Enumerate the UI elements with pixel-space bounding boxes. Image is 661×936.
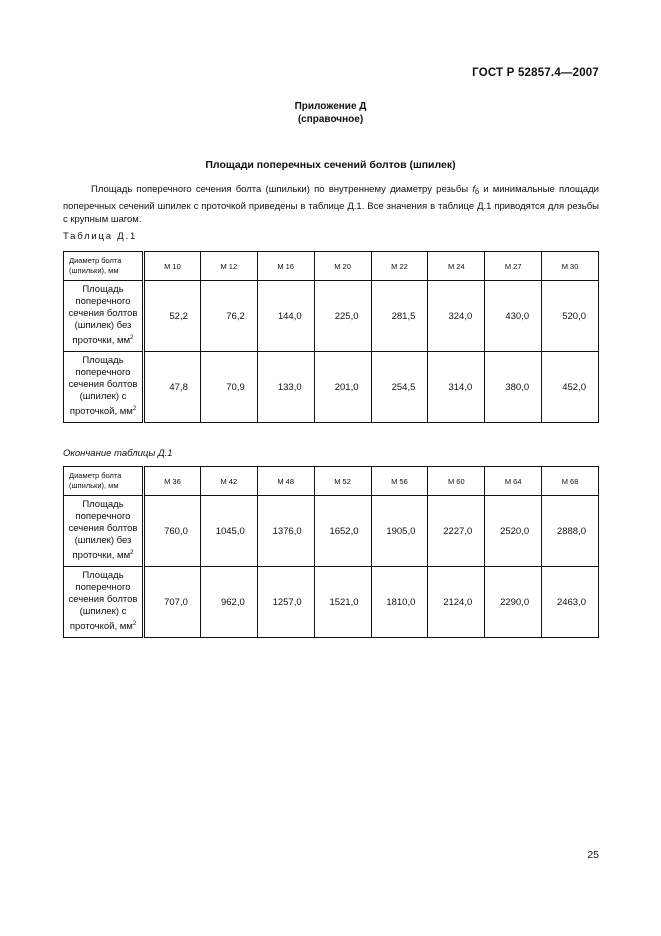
intro-text-part1: Площадь поперечного сечения болта (шпильки) по внутреннему диаметру резьбы [91, 184, 473, 195]
table-row [64, 352, 599, 423]
unit-superscript: 2 [132, 406, 137, 413]
table-cell: 2124,0 [428, 567, 485, 638]
table-cell: 254,5 [371, 352, 428, 423]
section-heading: Площади поперечных сечений болтов (шпилек) [205, 159, 456, 171]
table1-diameter: М 27 [485, 252, 542, 281]
table1-row-label [64, 281, 144, 352]
table-row [64, 496, 599, 567]
intro-symbol: f [472, 184, 475, 195]
table2 [63, 466, 599, 638]
table-cell: 324,0 [428, 281, 485, 352]
table1-diameter: М 22 [371, 252, 428, 281]
unit-superscript: 2 [132, 621, 137, 628]
table-cell: 520,0 [542, 281, 599, 352]
intro-subscript: б [474, 189, 479, 196]
table-cell: 70,9 [200, 352, 257, 423]
table-cell: 47,8 [144, 352, 201, 423]
intro-text-part2: и минимальные площади поперечных сечений шпилек с проточкой приведены в таблице Д.1. Все значения в таблице Д.1 приводятся для резьбы с крупным шагом. [63, 184, 599, 225]
table1-diameter: М 24 [428, 252, 485, 281]
table-cell: 2463,0 [542, 567, 599, 638]
table2-row-label [64, 567, 144, 638]
table-cell: 281,5 [371, 281, 428, 352]
table1-header-row [64, 252, 599, 281]
table-cell: 1810,0 [371, 567, 428, 638]
table-cell: 1045,0 [200, 496, 257, 567]
row-label-text: Площадь поперечного сечения болтов (шпилек) с проточкой, мм [68, 355, 138, 418]
table-cell: 225,0 [314, 281, 371, 352]
unit-superscript: 2 [130, 335, 134, 342]
table2-diameter: М 52 [314, 467, 371, 496]
table1-diameter: М 30 [542, 252, 599, 281]
table1-row-label [64, 352, 144, 423]
unit-superscript: 2 [130, 550, 134, 557]
table1-diameter: М 12 [200, 252, 257, 281]
table-row [64, 281, 599, 352]
table-cell: 2290,0 [485, 567, 542, 638]
appendix-note: (справочное) [297, 114, 364, 125]
table1-caption: Таблица Д.1 [63, 231, 138, 242]
table-cell: 1521,0 [314, 567, 371, 638]
table-cell: 760,0 [144, 496, 201, 567]
table2-row-label [64, 496, 144, 567]
table-cell: 1257,0 [257, 567, 314, 638]
row-label-text: Площадь поперечного сечения болтов (шпилек) без проточки, мм [68, 284, 138, 347]
table1 [63, 251, 599, 423]
table-cell: 1376,0 [257, 496, 314, 567]
table-cell: 144,0 [257, 281, 314, 352]
table2-diameter: М 48 [257, 467, 314, 496]
row-label-text: Площадь поперечного сечения болтов (шпилек) без проточки, мм [68, 499, 138, 562]
appendix-block [0, 100, 661, 126]
page-number: 25 [587, 849, 599, 861]
table2-diameter: М 56 [371, 467, 428, 496]
table1-header-label: Диаметр болта (шпильки), мм [64, 252, 144, 281]
table-cell: 2888,0 [542, 496, 599, 567]
table-row [64, 567, 599, 638]
table-cell: 314,0 [428, 352, 485, 423]
intro-paragraph [63, 183, 599, 227]
table-cell: 133,0 [257, 352, 314, 423]
table-cell: 1905,0 [371, 496, 428, 567]
table1-diameter: М 20 [314, 252, 371, 281]
table2-diameter: М 60 [428, 467, 485, 496]
table-cell: 430,0 [485, 281, 542, 352]
table-cell: 962,0 [200, 567, 257, 638]
table2-caption: Окончание таблицы Д.1 [63, 448, 173, 459]
table-cell: 1652,0 [314, 496, 371, 567]
table1-diameter: М 10 [144, 252, 201, 281]
table2-diameter: М 68 [542, 467, 599, 496]
table-cell: 2227,0 [428, 496, 485, 567]
table2-diameter: М 36 [144, 467, 201, 496]
table1-diameter: М 16 [257, 252, 314, 281]
appendix-title: Приложение Д [294, 101, 367, 112]
table-cell: 452,0 [542, 352, 599, 423]
table-cell: 380,0 [485, 352, 542, 423]
table-cell: 76,2 [200, 281, 257, 352]
table2-diameter: М 42 [200, 467, 257, 496]
table-cell: 2520,0 [485, 496, 542, 567]
row-label-text: Площадь поперечного сечения болтов (шпилек) с проточкой, мм [68, 570, 138, 633]
table-cell: 707,0 [144, 567, 201, 638]
table-cell: 201,0 [314, 352, 371, 423]
table-cell: 52,2 [144, 281, 201, 352]
table2-header-row [64, 467, 599, 496]
table2-header-label: Диаметр болта (шпильки), мм [64, 467, 144, 496]
standard-number: ГОСТ Р 52857.4—2007 [472, 67, 599, 79]
table2-diameter: М 64 [485, 467, 542, 496]
